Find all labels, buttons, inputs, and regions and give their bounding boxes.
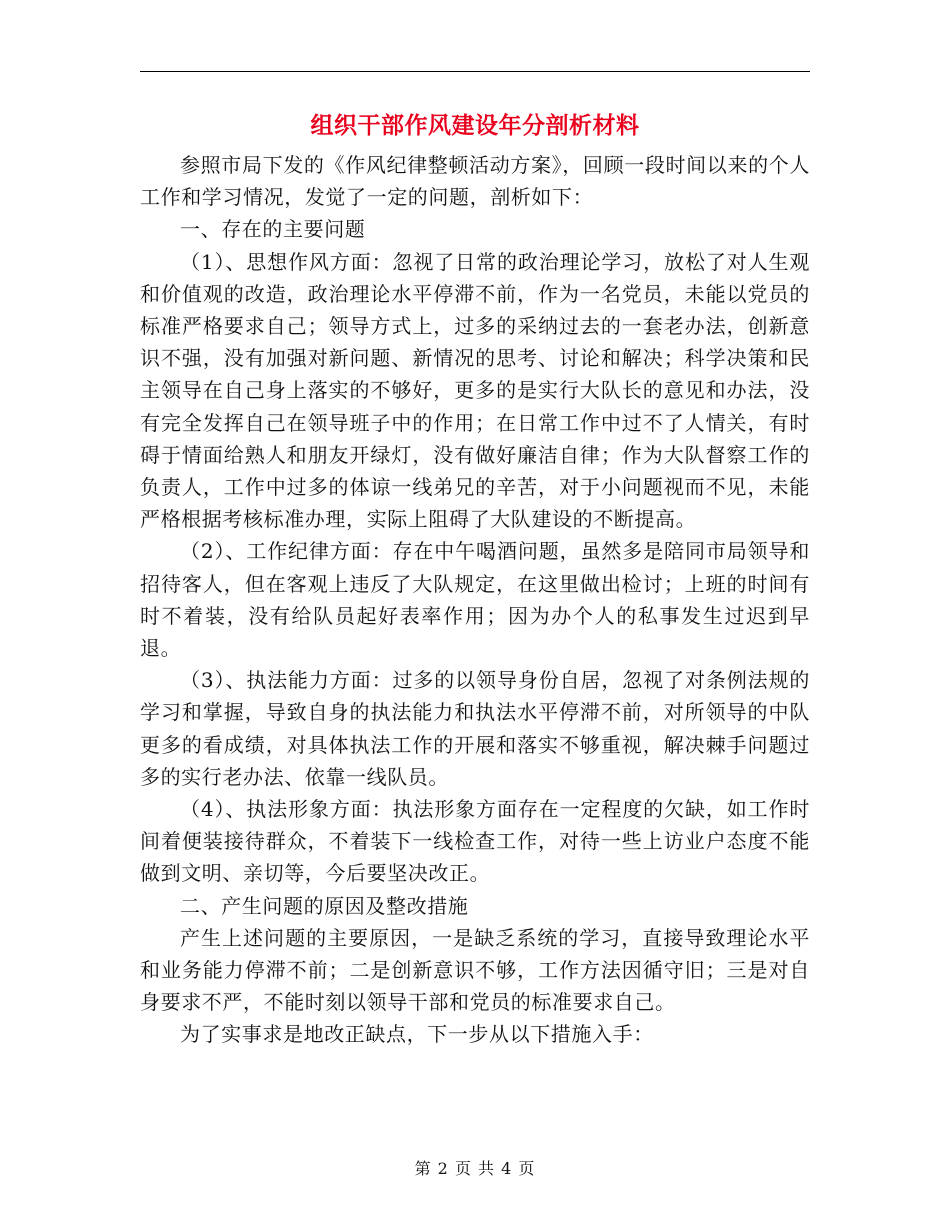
header-rule [140, 71, 810, 72]
paragraph-law-enforcement-image: （4）、执法形象方面：执法形象方面存在一定程度的欠缺，如工作时间着便装接待群众，不着装下一线检查工作，对待一些上访业户态度不能做到文明、亲切等，今后要坚决改正。 [140, 797, 810, 886]
paragraph-causes: 产生上述问题的主要原因，一是缺乏系统的学习，直接导致理论水平和业务能力停滞不前；二是创新意识不够，工作方法因循守旧；三是对自身要求不严，不能时刻以领导干部和党员的标准要求自己。 [140, 925, 810, 1015]
paragraph-measures-intro: 为了实事求是地改正缺点，下一步从以下措施入手： [180, 1022, 654, 1047]
paragraph-thought-style: （1）、思想作风方面：忽视了日常的政治理论学习，放松了对人生观和价值观的改造，政治理论水平停滞不前，作为一名党员，未能以党员的标准严格要求自己；领导方式上，过多的采纳过去的一套老办法，创新意识不强，没有加强对新问题、新情况的思考、讨论和解决；科学决策和民主领导在自己身上落实的不够好，更多的是实行大队长的意见和办法，没有完全发挥自己在领导班子中的作用；在日常工作中过不了人情关，有时碍于情面给熟人和朋友开绿灯，没有做好廉洁自律；作为大队督察工作的负责人，工作中过多的体谅一线弟兄的辛苦，对于小问题视而不见，未能严格根据考核标准办理，实际上阻碍了大队建设的不断提高。 [140, 249, 810, 532]
intro-paragraph: 参照市局下发的《作风纪律整顿活动方案》，回顾一段时间以来的个人工作和学习情况，发觉了一定的问题，剖析如下： [140, 153, 810, 210]
section-heading-causes: 二、产生问题的原因及整改措施 [180, 893, 469, 918]
document-title: 组织干部作风建设年分剖析材料 [310, 112, 640, 139]
page-number: 第 2 页 共 4 页 [414, 1159, 536, 1178]
document-body [140, 149, 810, 1051]
paragraph-work-discipline: （2）、工作纪律方面：存在中午喝酒问题，虽然多是陪同市局领导和招待客人，但在客观上违反了大队规定，在这里做出检讨；上班的时间有时不着装，没有给队员起好表率作用；因为办个人的私事发生过迟到早退。 [140, 539, 810, 661]
paragraph-law-enforcement-ability: （3）、执法能力方面：过多的以领导身份自居，忽视了对条例法规的学习和掌握，导致自身的执法能力和执法水平停滞不前，对所领导的中队更多的看成绩，对具体执法工作的开展和落实不够重视，解决棘手问题过多的实行老办法、依靠一线队员。 [140, 668, 810, 789]
section-heading-problems: 一、存在的主要问题 [180, 217, 366, 242]
